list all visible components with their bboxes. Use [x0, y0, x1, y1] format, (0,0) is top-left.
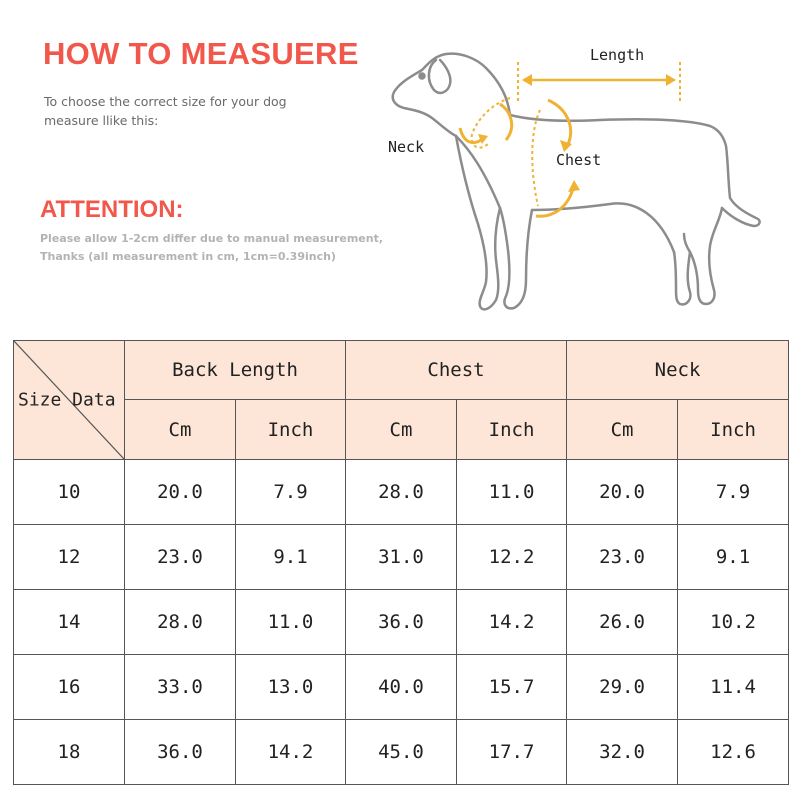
- chest-loop: [532, 110, 540, 206]
- table-cell: 11.4: [678, 655, 789, 720]
- group-header-back-length: Back Length: [125, 341, 346, 400]
- table-cell: 28.0: [125, 590, 236, 655]
- table-cell: 7.9: [236, 460, 346, 525]
- table-cell: 9.1: [236, 525, 346, 590]
- neck-label: Neck: [388, 138, 425, 156]
- size-cell: 12: [14, 525, 125, 590]
- unit-header: Inch: [236, 400, 346, 460]
- size-chart-table: [13, 340, 789, 785]
- table-row: [14, 525, 789, 590]
- table-cell: 7.9: [678, 460, 789, 525]
- chest-arrow-bottom: [536, 184, 574, 216]
- table-cell: 11.0: [457, 460, 567, 525]
- table-cell: 13.0: [236, 655, 346, 720]
- group-header-chest: Chest: [346, 341, 567, 400]
- instructions-text: [44, 92, 344, 130]
- corner-label: Size Data: [18, 389, 116, 411]
- table-cell: 11.0: [236, 590, 346, 655]
- length-arrowhead-right: [666, 74, 676, 86]
- table-cell: 14.2: [236, 720, 346, 785]
- size-cell: 10: [14, 460, 125, 525]
- table-cell: 12.6: [678, 720, 789, 785]
- note-line-2: Thanks (all measurement in cm, 1cm=0.39inch): [40, 250, 336, 263]
- instructions-line-2: measure llike this:: [44, 113, 159, 128]
- table-row: [14, 590, 789, 655]
- size-cell: 16: [14, 655, 125, 720]
- length-label: Length: [590, 46, 645, 64]
- table-row: [14, 720, 789, 785]
- unit-header: Inch: [678, 400, 789, 460]
- group-header-neck: Neck: [567, 341, 789, 400]
- table-cell: 31.0: [346, 525, 457, 590]
- unit-header: Cm: [346, 400, 457, 460]
- instructions-line-1: To choose the correct size for your dog: [44, 94, 287, 109]
- table-cell: 20.0: [125, 460, 236, 525]
- length-arrowhead-left: [522, 74, 532, 86]
- table-cell: 32.0: [567, 720, 678, 785]
- size-cell: 14: [14, 590, 125, 655]
- table-cell: 33.0: [125, 655, 236, 720]
- note-line-1: Please allow 1-2cm differ due to manual measurement,: [40, 232, 384, 245]
- table-cell: 28.0: [346, 460, 457, 525]
- size-cell: 18: [14, 720, 125, 785]
- unit-header: Cm: [567, 400, 678, 460]
- table-cell: 17.7: [457, 720, 567, 785]
- unit-header: Inch: [457, 400, 567, 460]
- chest-label: Chest: [556, 151, 602, 169]
- table-cell: 20.0: [567, 460, 678, 525]
- dog-outline: [393, 54, 760, 310]
- unit-header: Cm: [125, 400, 236, 460]
- corner-cell: [14, 341, 125, 460]
- page-title: HOW TO MEASUERE: [43, 36, 359, 71]
- table-row: [14, 655, 789, 720]
- table-cell: 9.1: [678, 525, 789, 590]
- table-row: [14, 460, 789, 525]
- table-cell: 40.0: [346, 655, 457, 720]
- chest-arrow-top: [548, 100, 571, 148]
- table-cell: 10.2: [678, 590, 789, 655]
- table-cell: 15.7: [457, 655, 567, 720]
- table-cell: 36.0: [125, 720, 236, 785]
- dog-measure-illustration: [360, 20, 780, 340]
- table-cell: 23.0: [125, 525, 236, 590]
- table-cell: 26.0: [567, 590, 678, 655]
- table-cell: 36.0: [346, 590, 457, 655]
- table-cell: 14.2: [457, 590, 567, 655]
- attention-heading: ATTENTION:: [40, 196, 184, 223]
- table-cell: 12.2: [457, 525, 567, 590]
- table-cell: 29.0: [567, 655, 678, 720]
- table-cell: 23.0: [567, 525, 678, 590]
- table-cell: 45.0: [346, 720, 457, 785]
- table-unit-row: [14, 400, 789, 460]
- table-header-row: [14, 341, 789, 400]
